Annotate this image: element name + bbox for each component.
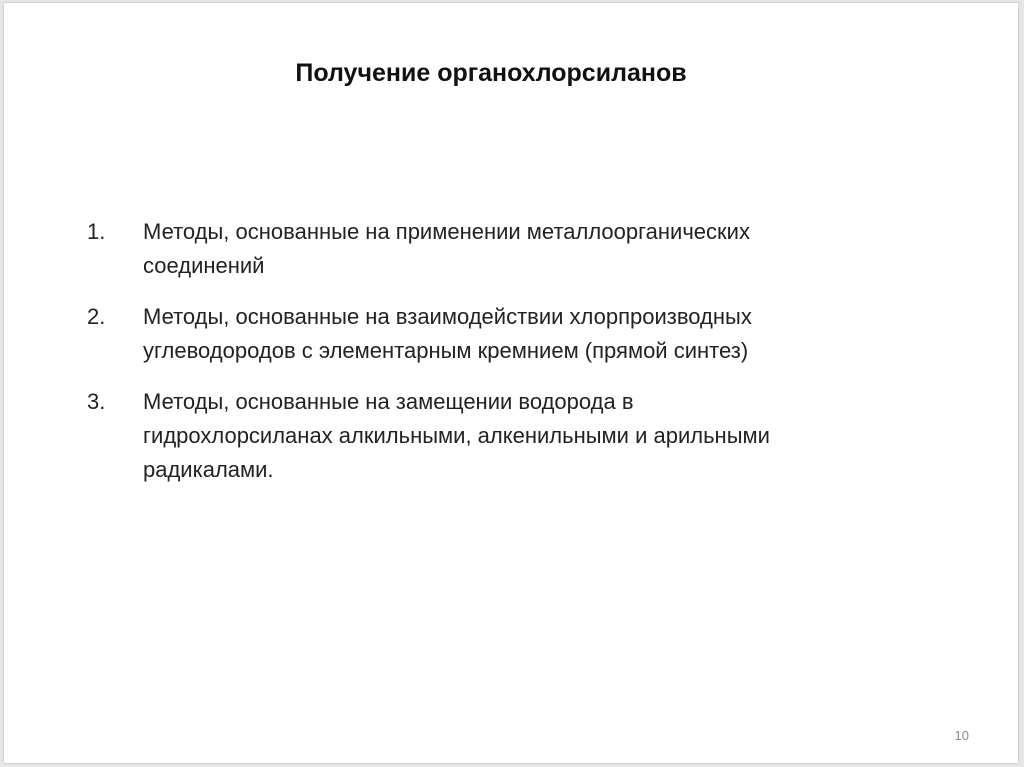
list-item — [87, 385, 917, 487]
list-item — [87, 300, 917, 368]
methods-list — [87, 215, 917, 504]
item-number: 2. — [87, 304, 106, 329]
item-number: 1. — [87, 219, 106, 244]
page-number: 10 — [954, 728, 969, 743]
item-text: Методы, основанные на взаимодействии хлорпроизводных углеводородов с элементарным кремнием (прямой синтез) — [143, 304, 752, 363]
slide — [4, 3, 1018, 763]
item-text: Методы, основанные на замещении водорода в гидрохлорсиланах алкильными, алкенильными и арильными радикалами. — [143, 389, 770, 482]
slide-title: Получение органохлорсиланов — [295, 59, 687, 87]
item-text: Методы, основанные на применении металлоорганических соединений — [143, 219, 750, 278]
item-number: 3. — [87, 389, 106, 414]
list-item — [87, 215, 917, 283]
